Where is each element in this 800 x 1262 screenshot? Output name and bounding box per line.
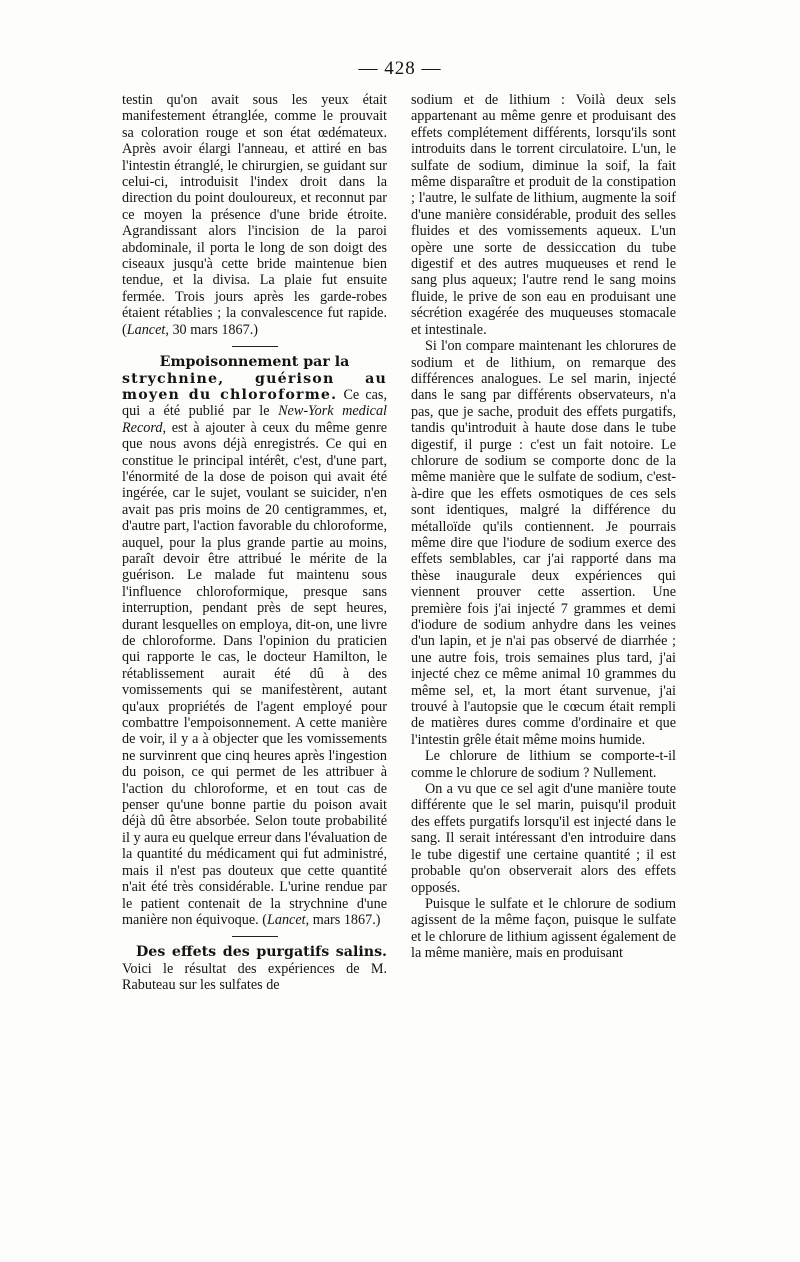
section-heading: Des effets des purgatifs salins. bbox=[136, 944, 387, 961]
section-saline-purgatives bbox=[122, 944, 387, 993]
source-citation: Lancet bbox=[266, 911, 306, 928]
section-heading-line2: strychnine, guérison au moyen du chloroforme. bbox=[122, 370, 387, 403]
section-heading-line1: Empoisonnement par la bbox=[159, 354, 350, 371]
right-column bbox=[411, 92, 676, 962]
section-divider bbox=[232, 936, 278, 937]
citation-date: , 30 mars 1867.) bbox=[165, 321, 258, 338]
paragraph-text: testin qu'on avait sous les yeux était manifestement étranglée, comme le prouvait sa coloration rouge et son état œdémateux. Après avoir élargi l'anneau, et attiré en bas l'intestin étranglé, le chirurgien, se guidant sur celui-ci, introduisit l'index droit dans la direction du point douloureux, et reconnut par ce moyen la présence d'une bride étroite. Agrandissant alors l'incision de la paroi abdominale, il porta le long de son doigt des ciseaux jusqu'à cette bride maintenue bien tendue, et la divisa. La plaie fut ensuite fermée. Trois jours après les garde-robes étaient rétablies ; la convalescence fut rapide. ( bbox=[122, 92, 387, 338]
paragraph: On a vu que ce sel agit d'une manière toute différente que le sel marin, puisqu'il produit des effets purgatifs lorsqu'il est injecté dans le sang. Il serait intéressant d'en introduire dans le tube digestif une certaine quantité ; il est probable qu'on observerait alors des effets opposés. bbox=[411, 781, 676, 896]
journal-name: New-York medical Record bbox=[122, 403, 388, 436]
page-number: — 428 — bbox=[358, 58, 442, 79]
paragraph-text: Voici le résultat des expériences de M. Rabuteau sur les sulfates de bbox=[122, 960, 387, 994]
paragraph-text: , est à ajouter à ceux du même genre que nous avons déjà enregistrés. Ce qui en constitue le principal intérêt, c'est, d'une part, l'énormité de la dose de poison qui avait été ingérée, car le sujet, voulant se suicider, n'en avait pas pris moins de 20 centigrammes, et, d'autre part, l'action favorable du chloroforme, auquel, pour la plus grande partie au moins, paraît devoir être attribué le mérite de la guérison. Le malade fut maintenu sous l'influence chloroformique, presque sans interruption, pendant près de sept heures, durant lesquelles on employa, dit-on, une livre de chloroforme. Dans l'opinion du praticien qui rapporte le cas, le docteur Hamilton, le rétablissement aurait été dû à des vomissements qui se manifestèrent, autant qu'aux propriétés de l'agent employé pour combattre l'empoisonnement. A cette manière de voir, il y a à objecter que les vomissements ne survinrent que cinq heures après l'ingestion du poison, ce qui permet de les attribuer à l'action du chloroforme, et en tout cas de penser qu'une bonne partie du poison avait déjà dû être absorbée. Selon toute probabilité il y aura eu quelque erreur dans l'évaluation de la quantité du médicament qui fut administré, mais il n'est pas douteux que cette quantité n'ait été très considérable. L'urine rendue par le patient contenait de la strychnine d'une manière non équivoque. ( bbox=[122, 419, 387, 928]
section-strychnine bbox=[122, 354, 387, 928]
citation-date: , mars 1867.) bbox=[305, 911, 381, 928]
paragraph: Puisque le sulfate et le chlorure de sodium agissent de la même façon, puisque le sulfate et le chlorure de lithium agissent également de la même manière, mais en produisant bbox=[411, 895, 676, 962]
paragraph: Le chlorure de lithium se comporte-t-il comme le chlorure de sodium ? Nullement. bbox=[411, 748, 676, 781]
left-column bbox=[122, 92, 387, 994]
source-citation: Lancet bbox=[126, 321, 166, 338]
paragraph: Si l'on compare maintenant les chlorures de sodium et de lithium, on remarque des différences analogues. Le sel marin, injecté dans le sang par différents observateurs, n'a pas, que je sache, produit des effets purgatifs, tandis qu'introduit à haute dose dans le tube digestif, il purge : c'est un fait notoire. Le chlorure de sodium se comporte donc de la même manière que le sulfate de sodium, c'est-à-dire que les effets osmotiques de ces sels sont identiques, malgré la différence du métalloïde qu'ils contiennent. Je pourrais même dire que l'iodure de sodium exerce des effets semblables, car j'ai rapporté dans ma thèse inaugurale deux expériences qui viennent prouver cette assertion. Une première fois j'ai injecté 7 grammes et demi d'iodure de sodium anhydre dans les veines d'un lapin, et je n'ai pas observé de diarrhée ; une autre fois, trois semaines plus tard, j'ai injecté chez ce même animal 10 grammes du même sel, et, la mort étant survenue, j'ai trouvé à l'autopsie que le cœcum était rempli de matières dures comme d'ordinaire et que l'intestin grêle était même moins humide. bbox=[411, 338, 676, 748]
paragraph: sodium et de lithium : Voilà deux sels appartenant au même genre et produisant des effets complétement différents, lorsqu'ils sont introduits dans le torrent circulatoire. L'un, le sulfate de sodium, diminue la soif, la fait même disparaître et produit de la constipation ; l'autre, le sulfate de lithium, augmente la soif d'une manière considérable, produit des selles fluides et des vomissements aqueux. L'un opère une sorte de dessiccation du tube digestif et des autres muqueuses et rend le sang plus aqueux; l'autre rend le sang moins fluide, le prive de son eau en produisant une sécrétion exagérée des muqueuses stomacale et intestinale. bbox=[411, 92, 676, 338]
paragraph-strangulated-intestine bbox=[122, 92, 387, 338]
paragraph-text: Ce cas, qui a été publié par le bbox=[122, 386, 387, 420]
section-divider bbox=[232, 346, 278, 347]
